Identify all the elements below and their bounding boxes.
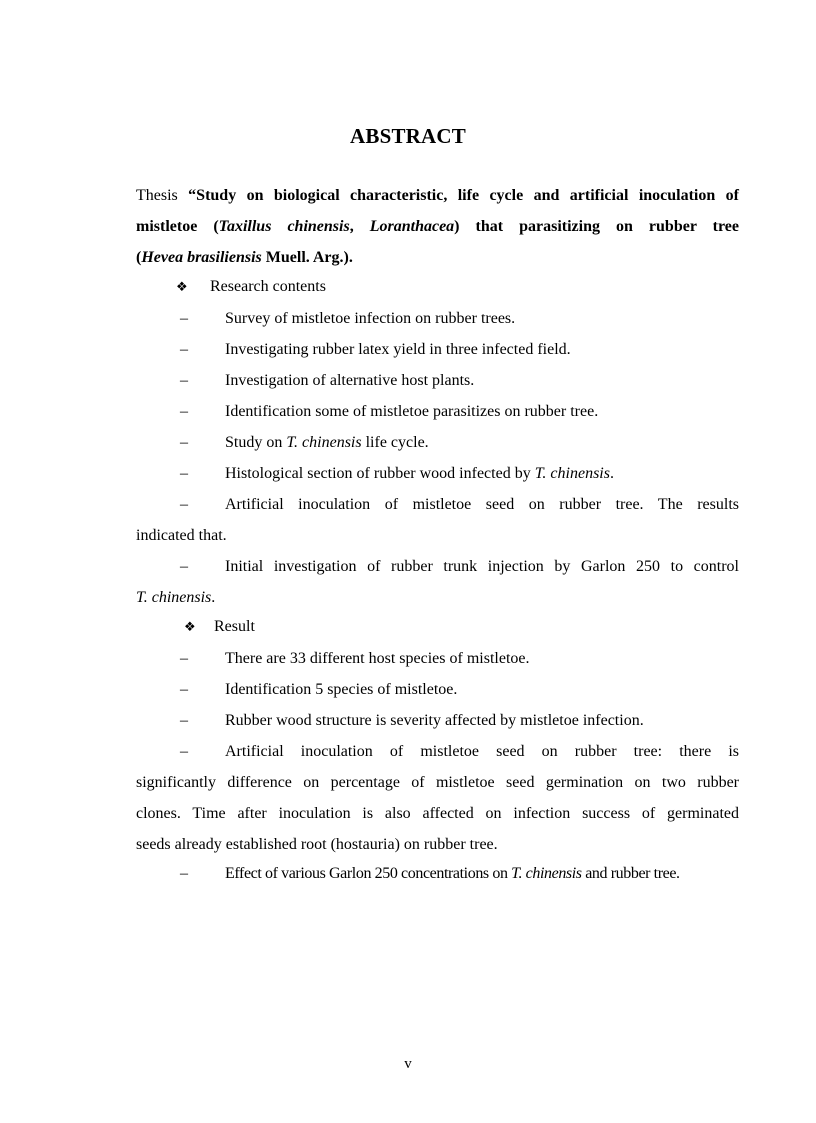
list-item-continuation: T. chinensis.	[136, 589, 216, 606]
list-item: – Study on T. chinensis life cycle.	[180, 434, 429, 451]
list-item-continuation: indicated that.	[136, 527, 227, 544]
list-item: – Artificial inoculation of mistletoe seed on rubber tree: there is	[180, 743, 739, 760]
list-item: – There are 33 different host species of mistletoe.	[180, 650, 530, 667]
thesis-statement	[136, 180, 739, 273]
thesis-line-1: Thesis “Study on biological characteristic, life cycle and artificial inoculation of	[136, 187, 739, 204]
list-item: – Identification 5 species of mistletoe.	[180, 681, 458, 698]
list-item: – Investigating rubber latex yield in three infected field.	[180, 341, 571, 358]
thesis-line-2: mistletoe (Taxillus chinensis, Loranthacea) that parasitizing on rubber tree	[136, 218, 739, 235]
diamond-bullet-icon: ❖	[184, 620, 196, 635]
page-title: ABSTRACT	[350, 124, 466, 148]
list-item: – Rubber wood structure is severity affected by mistletoe infection.	[180, 712, 644, 729]
diamond-bullet-icon: ❖	[176, 280, 188, 295]
list-item: – Artificial inoculation of mistletoe seed on rubber tree. The results	[180, 496, 739, 513]
research-contents-heading: ❖ Research contents	[176, 271, 326, 303]
list-item: – Effect of various Garlon 250 concentrations on T. chinensis and rubber tree.	[180, 865, 680, 882]
list-item: – Histological section of rubber wood infected by T. chinensis.	[180, 465, 614, 482]
list-item: – Investigation of alternative host plants.	[180, 372, 475, 389]
list-item: – Survey of mistletoe infection on rubber trees.	[180, 310, 516, 327]
page-number: v	[404, 1056, 412, 1072]
list-item: – Initial investigation of rubber trunk injection by Garlon 250 to control	[180, 558, 739, 575]
result-heading: ❖ Result	[184, 611, 255, 643]
thesis-line-3: (Hevea brasiliensis Muell. Arg.).	[136, 249, 353, 266]
list-item: – Identification some of mistletoe parasitizes on rubber tree.	[180, 403, 599, 420]
list-item-continuation: significantly difference on percentage of mistletoe seed germination on two rubber clones. Time after inoculation is also affected on infection success of germinated seeds already established root (hostauria) on rubber tree.	[136, 774, 739, 853]
